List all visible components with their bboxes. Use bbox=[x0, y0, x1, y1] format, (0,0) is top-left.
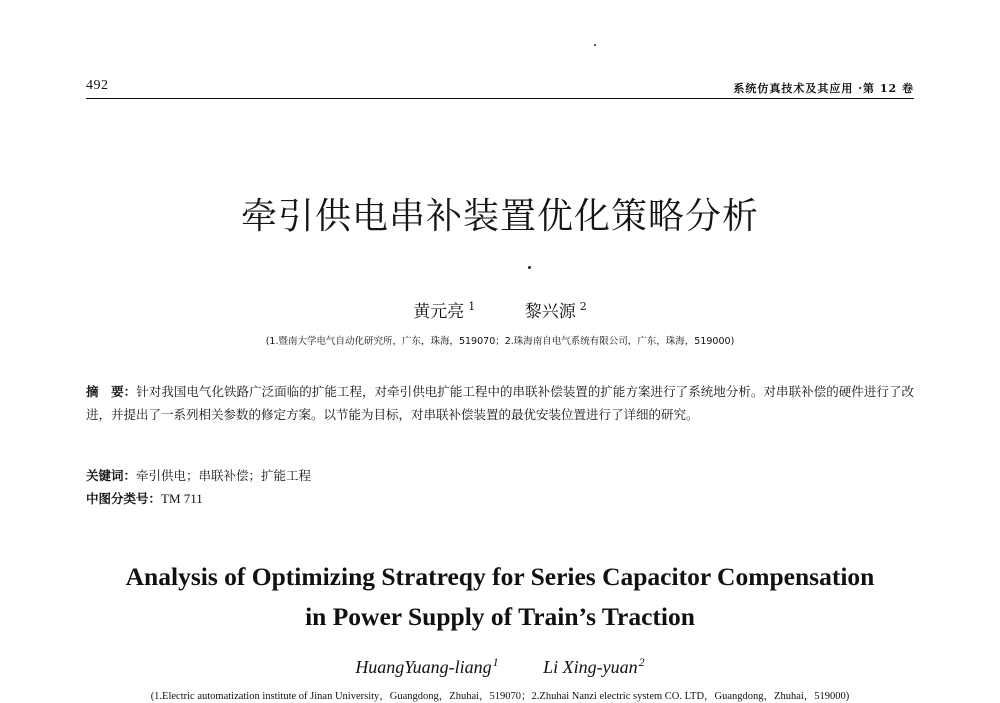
keywords-label: 关键词： bbox=[86, 468, 137, 483]
paper-title-english bbox=[0, 557, 1000, 637]
classification-value: TM 711 bbox=[161, 491, 203, 506]
scan-speck-top bbox=[594, 44, 596, 46]
abstract-text: 针对我国电气化铁路广泛面临的扩能工程，对牵引供电扩能工程中的串联补偿装置的扩能方案进行了系统地分析。对串联补偿的硬件进行了改进，并提出了一系列相关参数的修定方案。以节能为目标，对串联补偿装置的最优安装位置进行了详细的研究。 bbox=[86, 384, 914, 422]
abstract-label: 摘 要： bbox=[86, 384, 137, 399]
author-cn-1-affiliation-mark: 1 bbox=[468, 300, 476, 314]
page-number: 492 bbox=[86, 78, 109, 93]
paper-title-chinese: 牵引供电串补装置优化策略分析 bbox=[240, 196, 759, 237]
abstract-chinese bbox=[86, 380, 914, 426]
author-cn-2 bbox=[525, 297, 587, 322]
affiliation-chinese: (1.暨南大学电气自动化研究所，广东，珠海，519070；2.珠海南自电气系统有限公司，广东，珠海，519000) bbox=[265, 336, 735, 347]
author-cn-1 bbox=[413, 297, 475, 322]
author-en-1 bbox=[355, 655, 498, 678]
author-cn-1-name: 黄元亮 bbox=[413, 302, 465, 322]
author-en-1-affiliation-mark: 1 bbox=[492, 655, 499, 669]
scan-speck-mid bbox=[528, 266, 531, 269]
keywords-chinese bbox=[86, 466, 914, 484]
classification-label: 中图分类号： bbox=[86, 491, 162, 506]
author-en-2-name: Li Xing-yuan bbox=[543, 657, 638, 677]
keywords-text: 牵引供电；串联补偿；扩能工程 bbox=[136, 468, 312, 483]
author-en-2 bbox=[543, 655, 645, 678]
authors-english bbox=[0, 655, 1000, 678]
author-en-2-affiliation-mark: 2 bbox=[638, 655, 645, 669]
authors-chinese bbox=[0, 297, 1000, 322]
title-en-line-1: Analysis of Optimizing Stratreqy for Series Capacitor Compensation bbox=[125, 562, 875, 591]
title-en-line-2: in Power Supply of Train’s Traction bbox=[305, 602, 695, 631]
author-en-1-name: HuangYuang-liang bbox=[355, 657, 492, 677]
affiliation-english: (1.Electric automatization institute of Jinan University，Guangdong，Zhuhai，519070；2.Zhuhai Nanzi electric system CO. LTD，Guangdong，Zhuhai，519000) bbox=[150, 691, 850, 702]
author-cn-2-affiliation-mark: 2 bbox=[579, 300, 587, 314]
running-header: 系统仿真技术及其应用 ·第 12 卷 bbox=[733, 82, 914, 95]
header-rule bbox=[86, 98, 914, 99]
author-cn-2-name: 黎兴源 bbox=[524, 302, 576, 322]
classification-chinese bbox=[86, 489, 914, 507]
